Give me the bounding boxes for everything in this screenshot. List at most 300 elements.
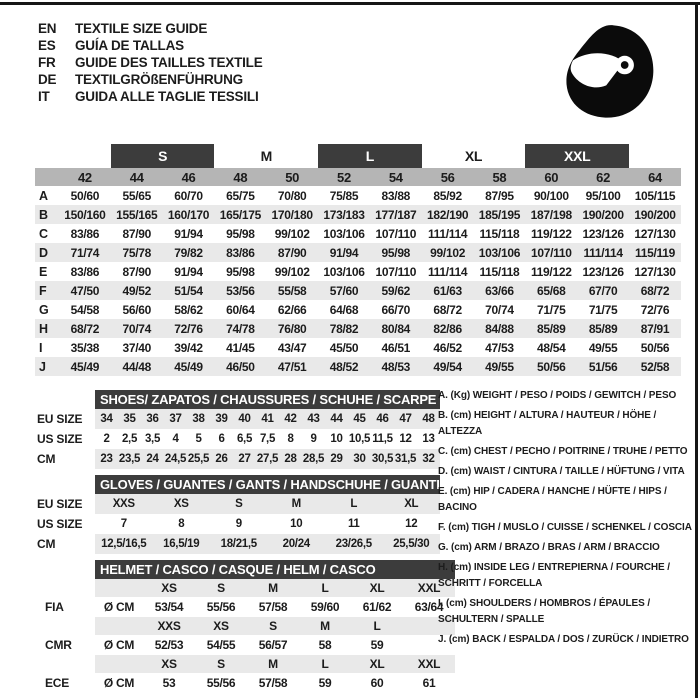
shoes-row-us [35,429,440,449]
helmet-size-label: M [299,617,351,635]
size-value: 9 [235,518,242,530]
size-value: 57/60 [318,281,370,300]
size-value: 50/60 [70,188,100,203]
size-value: 182/190 [422,205,474,224]
size-col-42: 42 [59,168,111,186]
size-value: 11 [347,518,360,530]
size-value: 119/122 [530,226,572,241]
language-code: DE [38,72,57,87]
size-group-XXL: XXL [525,144,629,168]
diameter-label: Ø CM [103,676,135,690]
size-group-XL: XL [464,148,483,164]
size-value: 54/58 [70,302,100,317]
measure-row-B [35,205,681,224]
size-value: 52/58 [629,357,681,376]
helmet-size-label: S [195,655,247,673]
size-value: 107/110 [375,226,417,241]
size-value: 190/200 [629,205,681,224]
helmet-size-value: 59 [370,638,384,652]
helmet-size-label: XXS [143,617,195,635]
measure-row-A [35,186,681,205]
helmet-size-value: 54/55 [206,638,236,652]
size-value: 58/62 [174,302,203,317]
size-group-S: S [111,144,215,168]
cell [35,617,95,635]
size-value: 42 [279,409,302,429]
size-value: 30,5 [371,449,394,469]
size-value: 37 [164,409,187,429]
guide-title: GUIDE DES TAILLES TEXTILE [75,55,263,70]
size-value: 26 [210,449,233,469]
size-value: 62/66 [277,302,307,317]
size-value: 87/95 [485,188,514,203]
size-col-46: 46 [163,168,215,186]
gloves-section [35,475,440,554]
size-value: 45/50 [329,340,359,355]
size-value: 83/86 [214,243,266,262]
size-value: 91/94 [174,226,203,241]
cell [95,617,143,635]
size-value: 6 [218,433,225,445]
row-label: US SIZE [37,517,83,531]
size-value: 45/49 [163,357,215,376]
guide-title: GUIDA ALLE TAGLIE TESSILI [75,89,259,104]
language-code: EN [38,21,57,36]
size-value: 87/90 [122,264,151,279]
size-value: 30 [348,449,371,469]
helmet-size-value: 57/58 [258,600,288,614]
size-value: S [210,494,268,514]
size-value: 46 [371,409,394,429]
size-value: 80/84 [370,319,422,338]
gloves-row-cm [35,534,440,554]
language-code: FR [38,55,56,70]
cell [95,655,143,673]
size-value: 90/100 [533,188,569,203]
size-value: 55/58 [266,281,318,300]
cell [95,579,143,597]
size-value: 7,5 [259,433,276,445]
size-number-row [35,168,681,186]
size-value: 35/38 [70,340,100,355]
helmet-standard-row-ECE [35,673,455,693]
size-value: 11,5 [372,433,393,445]
size-value: 103/106 [323,226,365,241]
helmet-size-label: XXL [403,579,455,597]
top-border-line [0,2,700,5]
size-col-50: 50 [266,168,318,186]
size-value: 79/82 [163,243,215,262]
size-value: 2 [103,433,110,445]
size-value: 72/76 [163,319,215,338]
language-row-en [38,20,263,37]
size-col-60: 60 [525,168,577,186]
row-label: US SIZE [37,432,83,446]
size-value: 43/47 [277,340,307,355]
size-value: 16,5/19 [153,534,211,554]
size-value: 103/106 [474,243,526,262]
size-value: 49/54 [422,357,474,376]
size-value: 95/98 [226,264,255,279]
size-value: 87/90 [122,226,151,241]
textile-size-table [35,144,681,376]
legend-item-e: E. (cm) HIP / CADERA / HANCHE / HÜFTE / HIPS / BACINO [438,486,667,513]
size-value: 85/89 [525,319,577,338]
size-value: XL [383,494,441,514]
size-value: 173/183 [318,205,370,224]
cell [35,579,95,597]
measure-row-G [35,300,681,319]
language-row-es [38,37,263,54]
size-value: 31,5 [394,449,417,469]
size-value: 35 [118,409,141,429]
size-value: 111/114 [427,226,468,241]
helmet-header-bar: HELMET / CASCO / CASQUE / HELM / CASCO [95,560,455,579]
size-value: 4 [172,433,179,445]
diameter-label: Ø CM [103,600,135,614]
size-col-56: 56 [422,168,474,186]
legend-item-i: I. (cm) SHOULDERS / HOMBROS / ÉPAULES / SCHULTERN / SPALLE [438,598,651,625]
size-value: 63/66 [474,281,526,300]
row-label: F [35,281,59,300]
size-value: 83/86 [70,226,100,241]
row-label: EU SIZE [37,412,83,426]
size-value: 51/56 [577,357,629,376]
helmet-size-value: 55/56 [206,600,236,614]
size-value: 20/24 [268,534,326,554]
guide-title: TEXTILGRÖßENFÜHRUNG [75,72,243,87]
language-code: IT [38,89,50,104]
size-value: 47/51 [266,357,318,376]
size-value: 48/54 [537,340,566,355]
size-value: 37/40 [122,340,151,355]
size-value: 38 [187,409,210,429]
size-value: 41/45 [226,340,255,355]
size-value: 67/70 [577,281,629,300]
size-value: 6,5 [236,433,253,445]
helmet-standard-row-CMR [35,635,455,655]
helmet-size-label: L [351,617,403,635]
size-value: 155/165 [111,205,163,224]
legend-item-b: B. (cm) HEIGHT / ALTURA / HAUTEUR / HÖHE / ALTEZZA [438,410,657,437]
size-value: 75/85 [329,188,359,203]
size-value: 13 [422,433,435,445]
size-value: 115/118 [479,264,520,279]
helmet-size-value: 59 [318,676,332,690]
language-row-fr [38,54,263,71]
size-value: 111/114 [427,264,468,279]
helmet-size-label: XS [143,655,195,673]
size-value: 46/51 [381,340,411,355]
size-value: 75/78 [111,243,163,262]
size-value: 70/74 [111,319,163,338]
helmet-size-value: 60 [370,676,384,690]
size-value: 76/80 [266,319,318,338]
helmet-size-value: 58 [318,638,332,652]
size-value: 85/89 [577,319,629,338]
size-value: 170/180 [266,205,318,224]
gloves-row-eu [35,494,440,514]
size-value: 83/88 [381,188,411,203]
size-value: 99/102 [274,226,310,241]
size-value: XS [153,494,211,514]
size-value: 65/68 [525,281,577,300]
size-value: 127/130 [634,264,676,279]
size-value: 103/106 [323,264,365,279]
size-col-58: 58 [474,168,526,186]
helmet-table [35,579,455,693]
helmet-size-label: L [299,579,351,597]
size-value: 25,5 [187,449,210,469]
size-value: 48/52 [318,357,370,376]
size-value: 84/88 [474,319,526,338]
measure-row-H [35,319,681,338]
size-value: 59/62 [370,281,422,300]
size-value: 24 [141,449,164,469]
helmet-size-row-ECE [35,655,455,673]
cell [35,655,95,673]
measure-row-F [35,281,681,300]
row-label: C [39,226,48,241]
helmet-size-label: XS [143,579,195,597]
row-label: EU SIZE [37,497,83,511]
size-value: 64/68 [329,302,359,317]
row-label: CM [37,452,56,466]
helmet-size-label: XXL [403,655,455,673]
size-value: 49/55 [588,340,618,355]
size-value: 91/94 [174,264,203,279]
size-value: 2,5 [121,433,138,445]
size-value: 119/122 [530,264,572,279]
helmet-size-value: 53/54 [154,600,184,614]
size-value: 10,5 [348,433,371,445]
size-value: 160/170 [163,205,215,224]
size-value: 48 [417,409,440,429]
size-value: 23 [95,449,118,469]
size-value: 115/119 [629,243,681,262]
size-value: 61/63 [422,281,474,300]
size-value: 150/160 [59,205,111,224]
size-value: 65/75 [226,188,255,203]
size-value: 127/130 [634,226,676,241]
measure-row-D [35,243,681,262]
guide-title: GUÍA DE TALLAS [75,38,184,53]
shoes-table [35,409,440,469]
row-label: G [39,302,49,317]
size-value: 39/42 [174,340,203,355]
gloves-table [35,494,440,554]
size-value: 23,5 [118,449,141,469]
size-value: 95/98 [370,243,422,262]
size-value: 45 [348,409,371,429]
size-value: 105/115 [634,188,676,203]
size-value: 10 [330,433,343,445]
size-value: 91/94 [318,243,370,262]
size-col-44: 44 [111,168,163,186]
row-label: CM [37,537,56,551]
size-value: 56/60 [122,302,151,317]
helmet-size-value: 61/62 [362,600,392,614]
size-value: 27 [233,449,256,469]
size-value: 44/48 [111,357,163,376]
legend-item-d: D. (cm) WAIST / CINTURA / TAILLE / HÜFTUNG / VITA [438,466,685,477]
measure-row-C [35,224,681,243]
size-value: 99/102 [274,264,310,279]
helmet-section [35,560,455,693]
size-value: 25,5/30 [383,534,441,554]
helmet-size-label: S [195,579,247,597]
size-value: 83/86 [70,264,100,279]
helmet-size-label: M [247,655,299,673]
size-value: 8 [287,433,294,445]
language-title-list [38,20,263,105]
size-value: 60/70 [174,188,203,203]
standard-label: ECE [45,676,70,690]
size-value: 123/126 [582,264,624,279]
size-value: L [325,494,383,514]
size-value: 8 [178,518,185,530]
standard-label: FIA [45,600,64,614]
size-value: 68/72 [59,319,111,338]
size-group-row [35,144,681,168]
helmet-size-value: 55/56 [206,676,236,690]
size-value: 12 [405,518,418,530]
legend-item-h: H. (cm) INSIDE LEG / ENTREPIERNA / FOURCHE / SCHRITT / FORCELLA [438,562,670,589]
size-value: 60/64 [226,302,255,317]
cell [35,144,59,168]
size-value: 44 [325,409,348,429]
size-value: 68/72 [433,302,462,317]
gloves-header-bar: GLOVES / GUANTES / GANTS / HANDSCHUHE / GUANTI [95,475,440,494]
size-value: 87/91 [629,319,681,338]
measure-row-E [35,262,681,281]
helmet-size-value: 57/58 [258,676,288,690]
size-value: 49/52 [111,281,163,300]
size-value: 23/26,5 [325,534,383,554]
size-value: 28 [279,449,302,469]
size-value: 12,5/16,5 [95,534,153,554]
row-label: A [39,188,48,203]
cell [629,144,681,168]
shoes-header-bar: SHOES/ ZAPATOS / CHAUSSURES / SCHUHE / SCARPE [95,390,440,409]
shoes-row-cm [35,449,440,469]
size-value: 87/90 [266,243,318,262]
legend-item-j: J. (cm) BACK / ESPALDA / DOS / ZURÜCK / INDIETRO [438,634,689,645]
size-value: 9 [310,433,317,445]
size-value: 82/86 [422,319,474,338]
helmet-size-label: L [299,655,351,673]
language-row-it [38,88,263,105]
helmet-size-label: XL [351,579,403,597]
size-col-54: 54 [370,168,422,186]
size-value: 28,5 [302,449,325,469]
size-value: 50/56 [525,357,577,376]
size-value: 95/98 [226,226,255,241]
helmet-size-value: 63/64 [414,600,444,614]
helmet-size-value: 56/57 [258,638,288,652]
size-value: 40 [233,409,256,429]
size-value: 71/75 [588,302,618,317]
cell [35,168,59,186]
size-value: 7 [120,518,127,530]
size-value: 185/195 [474,205,526,224]
size-value: 39 [210,409,233,429]
size-value: 5 [195,433,202,445]
size-value: 107/110 [375,264,417,279]
size-value: 55/65 [122,188,151,203]
size-value: 72/76 [640,302,670,317]
measure-row-J [35,357,681,376]
size-value: 29 [325,449,348,469]
helmet-size-row-FIA [35,579,455,597]
size-value: 48/53 [370,357,422,376]
shoes-row-eu [35,409,440,429]
size-value: 47/53 [485,340,514,355]
size-value: 47/50 [59,281,111,300]
size-value: 3,5 [144,433,161,445]
helmet-size-label: M [247,579,299,597]
size-col-52: 52 [318,168,370,186]
size-value: 187/198 [525,205,577,224]
size-group-M: M [260,148,272,164]
helmet-size-row-CMR [35,617,455,635]
size-value: M [268,494,326,514]
size-value: 115/118 [479,226,520,241]
standard-label: CMR [45,638,72,652]
row-label: J [35,357,59,376]
size-value: 70/74 [485,302,514,317]
size-value: 12 [399,433,412,445]
size-value: 46/50 [214,357,266,376]
size-value: 51/54 [163,281,215,300]
row-label: E [39,264,48,279]
size-value: 46/52 [433,340,462,355]
size-value: 111/114 [577,243,629,262]
size-value: 49/55 [474,357,526,376]
row-label: D [35,243,59,262]
racing-helmet-icon [561,21,657,122]
size-value: 50/56 [640,340,670,355]
measurement-legend [438,388,698,652]
size-value: 68/72 [629,281,681,300]
size-value: 190/200 [577,205,629,224]
shoes-section [35,390,440,469]
helmet-size-label: XS [195,617,247,635]
size-value: 43 [302,409,325,429]
size-value: 32 [417,449,440,469]
size-value: 34 [95,409,118,429]
measure-row-I [35,338,681,357]
size-group-L: L [318,144,422,168]
cell [59,144,111,168]
size-value: 71/74 [59,243,111,262]
size-value: 24,5 [164,449,187,469]
guide-title: TEXTILE SIZE GUIDE [75,21,208,36]
size-value: 47 [394,409,417,429]
size-value: 74/78 [214,319,266,338]
size-value: 36 [141,409,164,429]
size-value: 123/126 [582,226,624,241]
gloves-row-us [35,514,440,534]
language-row-de [38,71,263,88]
size-value: 95/100 [585,188,621,203]
helmet-size-label: XL [351,655,403,673]
size-value: 27,5 [256,449,279,469]
size-col-62: 62 [577,168,629,186]
size-value: 78/82 [318,319,370,338]
legend-item-f: F. (cm) TIGH / MUSLO / CUISSE / SCHENKEL / COSCIA [438,522,692,533]
helmet-size-value: 53 [162,676,176,690]
